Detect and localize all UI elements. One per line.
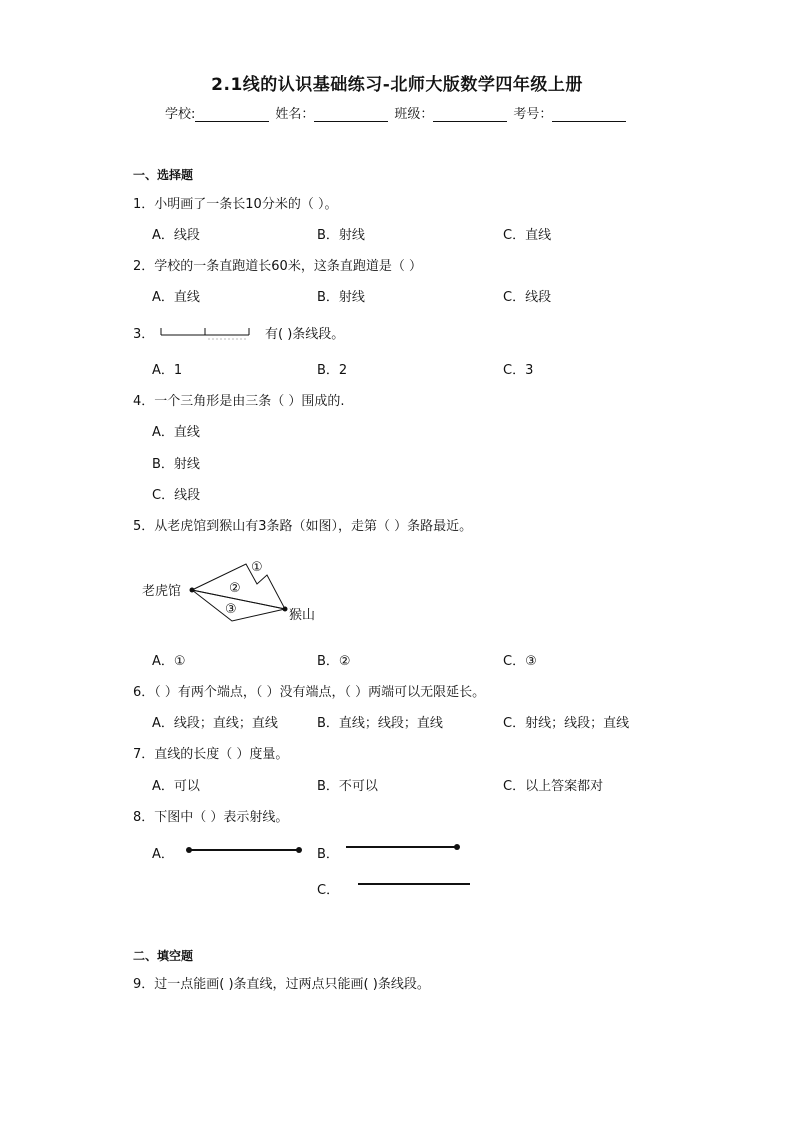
question-2-option-c: C．线段 xyxy=(503,290,552,305)
question-5-option-b: B．② xyxy=(317,654,351,669)
name-blank xyxy=(314,107,388,122)
question-1-stem: 1．小明画了一条长10分米的（ ）。 xyxy=(133,197,338,212)
class-label: 班级： xyxy=(394,107,434,122)
question-3-stem: 有( )条线段。 xyxy=(265,327,345,342)
question-8-figure-a-segment xyxy=(185,843,305,857)
question-4-stem: 4．一个三角形是由三条（ ）围成的. xyxy=(133,394,345,409)
question-7-stem: 7．直线的长度（ ）度量。 xyxy=(133,747,289,762)
question-8-figure-b-ray xyxy=(345,840,465,854)
question-5-option-a: A．① xyxy=(152,654,186,669)
start-point xyxy=(190,588,195,593)
question-6-option-c: C．射线；线段；直线 xyxy=(503,716,630,731)
end-point xyxy=(283,607,288,612)
question-2-stem: 2．学校的一条直跑道长60米，这条直跑道是（ ） xyxy=(133,259,422,274)
route-2-label: ② xyxy=(229,581,241,596)
question-5-route-map xyxy=(135,552,335,632)
question-8-option-a: A． xyxy=(152,847,174,862)
question-9-stem: 9．过一点能画( )条直线，过两点只能画( )条线段。 xyxy=(133,977,430,992)
school-label: 学校: xyxy=(165,107,196,122)
question-7-option-c: C．以上答案都对 xyxy=(503,779,604,794)
class-blank xyxy=(433,107,507,122)
section-heading-fill: 二、填空题 xyxy=(133,949,194,963)
page-title: 2.1线的认识基础练习-北师大版数学四年级上册 xyxy=(211,75,583,95)
route-3-label: ③ xyxy=(225,602,237,617)
question-5-option-c: C．③ xyxy=(503,654,537,669)
question-3-segment-figure xyxy=(158,322,254,342)
question-5-stem: 5．从老虎馆到猴山有3条路（如图），走第（ ）条路最近。 xyxy=(133,519,473,534)
student-info-row xyxy=(165,103,632,122)
question-8-stem: 8．下图中（ ）表示射线。 xyxy=(133,810,289,825)
question-3-option-b: B．2 xyxy=(317,363,348,378)
segment-a-endpoint-right xyxy=(296,847,302,853)
question-3-option-a: A．1 xyxy=(152,363,183,378)
question-7-option-a: A．可以 xyxy=(152,779,200,794)
question-1-option-c: C．直线 xyxy=(503,228,552,243)
name-label: 姓名： xyxy=(275,107,315,122)
question-6-option-a: A．线段；直线；直线 xyxy=(152,716,278,731)
question-6-option-b: B．直线；线段；直线 xyxy=(317,716,443,731)
question-1-option-b: B．射线 xyxy=(317,228,365,243)
question-8-option-c: C． xyxy=(317,883,340,898)
question-2-option-a: A．直线 xyxy=(152,290,200,305)
start-label: 老虎馆 xyxy=(142,584,182,599)
school-blank xyxy=(195,107,269,122)
question-4-option-c: C．线段 xyxy=(152,488,201,503)
end-label: 猴山 xyxy=(289,608,316,623)
exam-number-label: 考号： xyxy=(513,107,553,122)
ray-b-endpoint xyxy=(454,844,460,850)
question-8-option-b: B． xyxy=(317,847,339,862)
question-8-figure-c-line xyxy=(355,877,475,891)
route-1-label: ① xyxy=(251,560,263,575)
section-heading-choice: 一、选择题 xyxy=(133,168,194,182)
question-6-stem: 6．（ ）有两个端点，（ ）没有端点，（ ）两端可以无限延长。 xyxy=(133,685,486,700)
question-2-option-b: B．射线 xyxy=(317,290,365,305)
question-3-option-c: C．3 xyxy=(503,363,534,378)
question-4-option-a: A．直线 xyxy=(152,425,200,440)
segment-a-endpoint-left xyxy=(186,847,192,853)
question-4-option-b: B．射线 xyxy=(152,457,200,472)
question-1-option-a: A．线段 xyxy=(152,228,200,243)
exam-number-blank xyxy=(552,107,626,122)
question-7-option-b: B．不可以 xyxy=(317,779,378,794)
question-3-number: 3． xyxy=(133,327,155,342)
